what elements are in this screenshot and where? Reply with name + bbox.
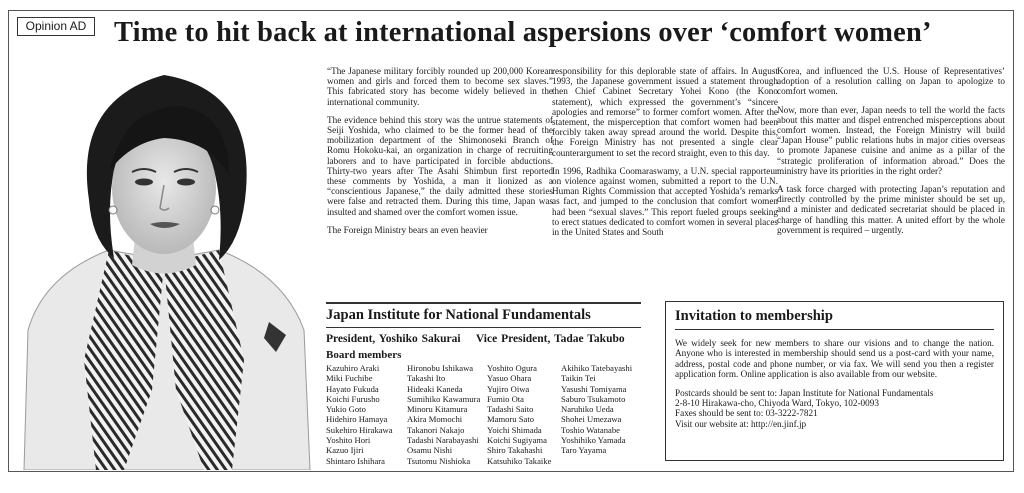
board-members-label: Board members bbox=[326, 349, 402, 361]
board-member: Tadashi Saito bbox=[487, 404, 534, 415]
board-member: Yasuo Ohara bbox=[487, 373, 532, 384]
board-member: Naruhiko Ueda bbox=[561, 404, 614, 415]
board-member: Sumihiko Kawamura bbox=[407, 393, 481, 404]
article-column-2 bbox=[552, 66, 778, 245]
board-member: Kazuhiro Araki bbox=[326, 363, 380, 373]
board-member: Tadashi Narabayashi bbox=[407, 435, 479, 446]
board-member: Koichi Sugiyama bbox=[487, 435, 547, 446]
opinion-ad-tag: Opinion AD bbox=[17, 17, 95, 36]
board-member: Kazuo Ijiri bbox=[326, 445, 364, 456]
board-member: Katsuhiko Takaike bbox=[487, 455, 552, 466]
board-column bbox=[561, 363, 632, 456]
board-members-list bbox=[326, 363, 641, 493]
fax-number: Faxes should be sent to: 03-3222-7821 bbox=[675, 408, 818, 419]
board-member: Hideaki Kaneda bbox=[407, 383, 463, 394]
board-member: Miki Fuchibe bbox=[326, 373, 373, 384]
board-column bbox=[487, 363, 551, 466]
board-member: Koichi Furusho bbox=[326, 393, 380, 404]
board-member: Shiro Takahashi bbox=[487, 445, 543, 456]
article-paragraph: In 1996, Radhika Coomaraswamy, a U.N. special rapporteur on violence against women, submitted a report to the U.N. Human Rights Commission that accepted Yoshida’s remarks as fact, and jumped to the conclusion that comfort women had been “sexual slaves.” This report fueled groups seeking to erect statues dedicated to comfort women in several places in the United States and South bbox=[552, 165, 778, 238]
board-member: Hayato Fukuda bbox=[326, 383, 379, 394]
institute-block bbox=[326, 302, 641, 493]
board-member: Sukehiro Hirakawa bbox=[326, 424, 393, 435]
president: President, Yoshiko Sakurai bbox=[326, 333, 461, 345]
board-member: Yoshihiko Yamada bbox=[561, 435, 626, 446]
board-member: Hironobu Ishikawa bbox=[407, 363, 474, 373]
board-column bbox=[326, 363, 393, 466]
board-member: Yoichi Shimada bbox=[487, 424, 542, 435]
board-member: Yoshito Hori bbox=[326, 435, 371, 446]
board-member: Shohei Umezawa bbox=[561, 414, 622, 425]
board-column bbox=[407, 363, 480, 466]
headline: Time to hit back at international aspersions over ‘comfort women’ bbox=[114, 16, 932, 48]
board-member: Minoru Kitamura bbox=[407, 404, 468, 415]
board-member: Takashi Ito bbox=[407, 373, 446, 384]
board-member: Yukio Goto bbox=[326, 404, 366, 415]
membership-box bbox=[665, 301, 1004, 461]
board-member: Yujiro Oiwa bbox=[487, 383, 530, 394]
board-member: Yoshito Ogura bbox=[487, 363, 537, 373]
mailing-address: 2-8-10 Hirakawa-cho, Chiyoda Ward, Tokyo, 102-0093 bbox=[675, 398, 879, 409]
board-member: Takanori Nakajo bbox=[407, 424, 465, 435]
membership-text: We widely seek for new members to share our visions and to change the nation. Anyone who is interested in membership should send us a post-card with your name, address, postal code and phone number, or via fax. We will send you then a register application form. Online application is also available from our website. bbox=[675, 338, 994, 380]
portrait-photo bbox=[14, 60, 314, 470]
membership-title: Invitation to membership bbox=[675, 308, 994, 330]
article-paragraph: A task force charged with protecting Japan’s reputation and directly controlled by the prime minister should be set up, and a minister and dedicated secretariat should be placed in charge of handling this matter. A united effort by the whole government is required – urgently. bbox=[777, 184, 1005, 235]
article-paragraph: The evidence behind this story was the untrue statements of Seiji Yoshida, who claimed to be the former head of the mobilization department of the Shimonoseki Branch of Romu Hokoku-kai, an organization in charge of recruiting laborers and to have participated in forcible abductions. Thirty-two years after The Asahi Shimbun first reported these comments by Yoshida, a man it lionized as a “conscientious Japanese,” the daily admitted these stories were false and retracted them. During this time, Japan was insulted and shamed over the comfort women issue. bbox=[327, 114, 553, 217]
membership-body bbox=[675, 338, 994, 429]
board-member: Shintaro Ishihara bbox=[326, 455, 385, 466]
article-paragraph: responsibility for this deplorable state of affairs. In August 1993, the Japanese government issued a statement through then Chief Cabinet Secretary Yohei Kono (the Kono statement), which expressed the government’s “sincere apologies and remorse” to former comfort women. After the statement, the misperception that comfort women had been forcibly taken away spread around the world. Despite this, the Foreign Ministry has not presented a single clear counterargument to set the record straight, even to this day. bbox=[552, 66, 778, 158]
board-member: Akihiko Tatebayashi bbox=[561, 363, 633, 373]
article-column-3 bbox=[777, 66, 1005, 243]
postcard-instructions: Postcards should be sent to: Japan Institute for National Fundamentals bbox=[675, 387, 934, 398]
board-member: Taikin Tei bbox=[561, 373, 596, 384]
board-member: Mamoru Sato bbox=[487, 414, 535, 425]
board-member: Toshio Watanabe bbox=[561, 424, 620, 435]
website-link[interactable]: Visit our website at: http://en.jinf.jp bbox=[675, 418, 807, 429]
board-member: Yasushi Tomiyama bbox=[561, 383, 627, 394]
board-member: Tsutomu Nishioka bbox=[407, 455, 471, 466]
institute-leadership bbox=[326, 333, 641, 345]
institute-name: Japan Institute for National Fundamentals bbox=[326, 307, 641, 328]
vice-president: Vice President, Tadae Takubo bbox=[475, 333, 625, 345]
board-member: Saburo Tsukamoto bbox=[561, 393, 626, 404]
board-member: Akira Momochi bbox=[407, 414, 463, 425]
article-paragraph: The Foreign Ministry bears an even heavier bbox=[327, 224, 488, 235]
article-column-1 bbox=[327, 66, 553, 243]
article-paragraph: Korea, and influenced the U.S. House of Representatives’ adoption of a resolution calling on Japan to apologize to comfort women. bbox=[777, 66, 1005, 97]
board-member: Fumio Ota bbox=[487, 393, 525, 404]
board-member: Osamu Nishi bbox=[407, 445, 453, 456]
article-paragraph: Now, more than ever, Japan needs to tell the world the facts about this matter and dispel entrenched misperceptions about comfort women. Instead, the Foreign Ministry will build “Japan House” public relations hubs in major cities overseas to promote Japanese cuisine and anime as a pillar of the “strategic proliferation of information abroad.” Does the ministry have its priorities in the right order? bbox=[777, 104, 1005, 176]
article-paragraph: “The Japanese military forcibly rounded up 200,000 Korean women and girls and forced them to become sex slaves.” This fabricated story has become widely believed in the international community. bbox=[327, 66, 553, 107]
board-member: Taro Yayama bbox=[561, 445, 607, 456]
board-member: Hidehiro Hamaya bbox=[326, 414, 388, 425]
